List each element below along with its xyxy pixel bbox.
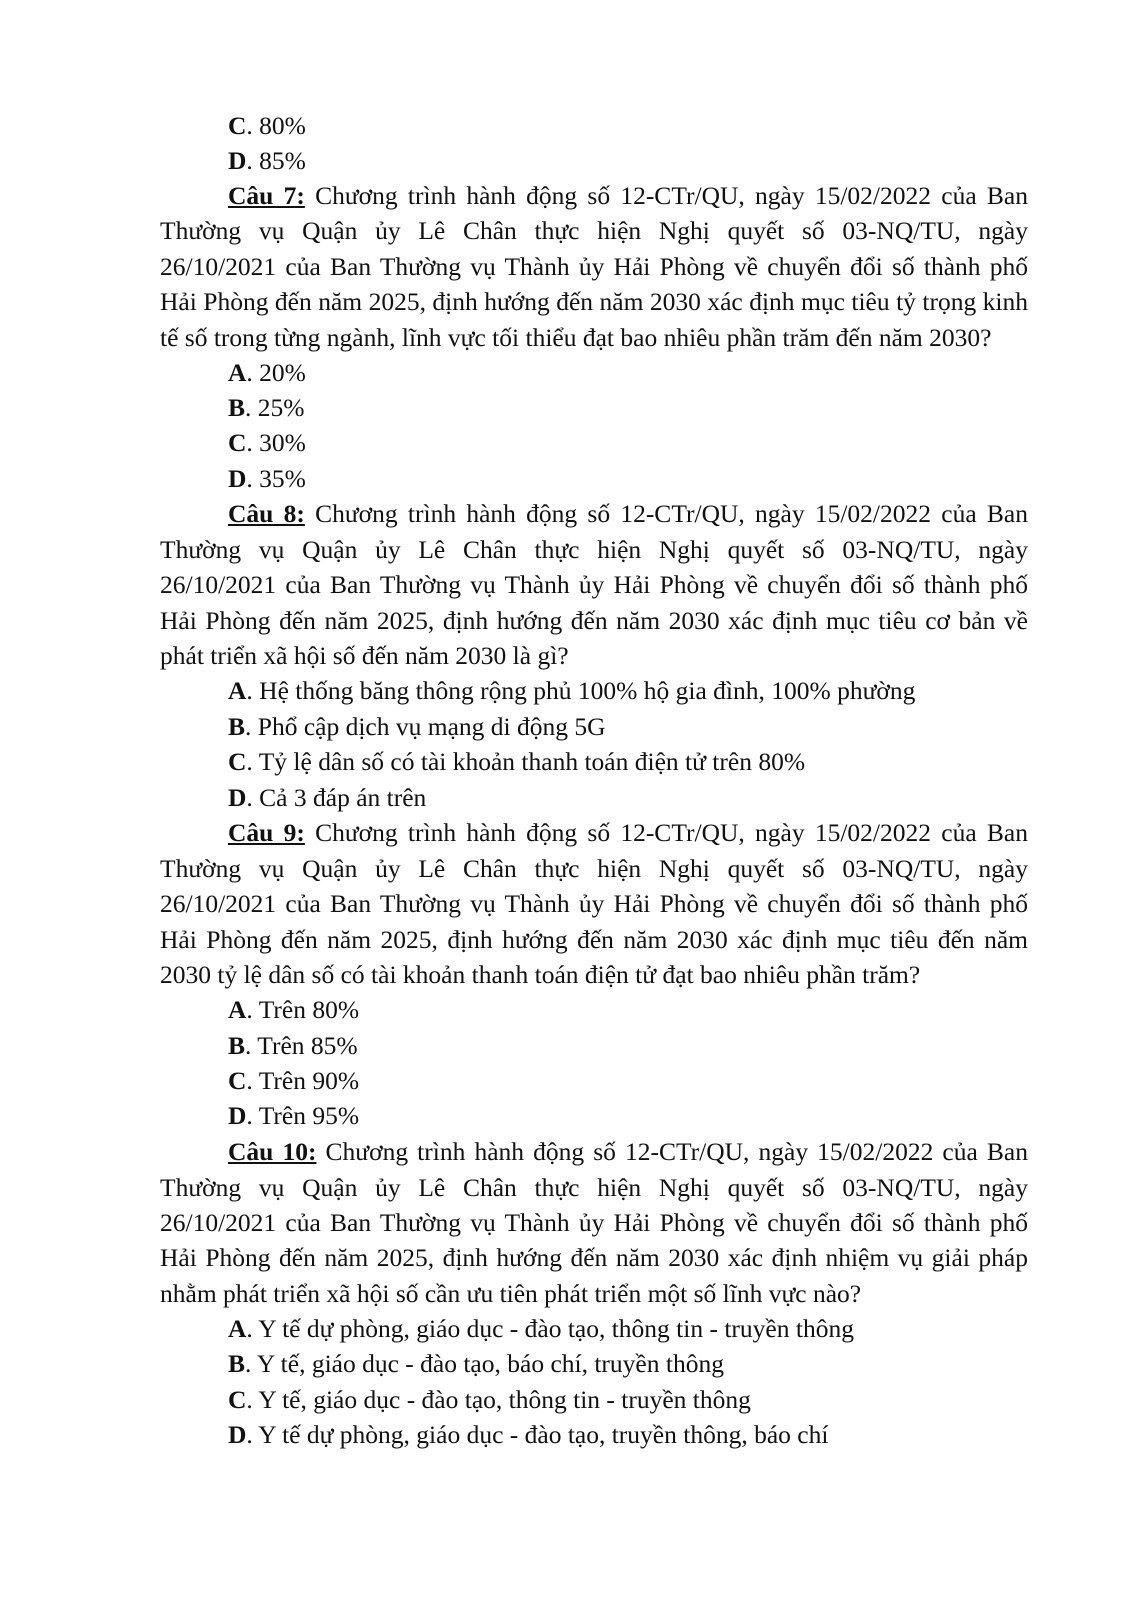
answer-option [228,393,305,423]
answer-option [228,111,306,141]
answer-option [228,1420,828,1450]
question-line: Hải Phòng đến năm 2025, định hướng đến năm 2030 xác định mục tiêu tỷ trọng kinh [160,287,1028,316]
option-letter: B [228,1349,246,1378]
question-line [228,1137,1028,1167]
answer-option [228,464,306,494]
answer-option [228,146,306,176]
option-text: . Trên 90% [246,1066,360,1095]
answer-option [228,747,805,777]
option-letter: B [228,1031,246,1060]
question-line: Thường vụ Quận ủy Lê Chân thực hiện Nghị quyết số 03-NQ/TU, ngày [160,535,1028,564]
question-text: Chương trình hành động số 12-CTr/QU, ngày 15/02/2022 của Ban [304,818,1028,847]
question-line: Thường vụ Quận ủy Lê Chân thực hiện Nghị quyết số 03-NQ/TU, ngày [160,854,1028,883]
option-letter: C [228,1385,247,1414]
option-text: . Y tế dự phòng, giáo dục - đào tạo, truyền thông, báo chí [246,1420,829,1449]
question-line: Hải Phòng đến năm 2025, định hướng đến năm 2030 xác định mục tiêu đến năm [160,925,1028,954]
question-line: 26/10/2021 của Ban Thường vụ Thành ủy Hải Phòng về chuyển đổi số thành phố [160,889,1028,918]
answer-option [228,1349,724,1379]
option-letter: D [228,783,247,812]
option-letter: C [228,428,247,457]
option-text: . 35% [246,464,306,493]
option-letter: D [228,1101,247,1130]
question-label: Câu 7: [228,181,305,210]
answer-option [228,428,306,458]
question-line: Thường vụ Quận ủy Lê Chân thực hiện Nghị quyết số 03-NQ/TU, ngày [160,216,1028,245]
option-text: . 85% [246,146,306,175]
option-letter: A [228,995,247,1024]
option-letter: C [228,1066,247,1095]
option-text: . Trên 85% [245,1031,358,1060]
question-line: phát triển xã hội số đến năm 2030 là gì? [160,641,569,670]
option-letter: A [228,1314,247,1343]
option-letter: C [228,747,247,776]
question-label: Câu 9: [228,818,305,847]
question-line: 26/10/2021 của Ban Thường vụ Thành ủy Hải Phòng về chuyển đổi số thành phố [160,570,1028,599]
option-text: . Trên 95% [246,1101,360,1130]
option-letter: D [228,464,247,493]
question-line: Hải Phòng đến năm 2025, định hướng đến năm 2030 xác định mục tiêu cơ bản về [160,606,1028,635]
question-line [228,181,1028,211]
answer-option [228,712,606,742]
option-text: . 80% [246,111,306,140]
question-line: 2030 tỷ lệ dân số có tài khoản thanh toán điện tử đạt bao nhiêu phần trăm? [160,960,921,989]
answer-option [228,1314,854,1344]
question-line: Thường vụ Quận ủy Lê Chân thực hiện Nghị quyết số 03-NQ/TU, ngày [160,1173,1028,1202]
question-text: Chương trình hành động số 12-CTr/QU, ngày 15/02/2022 của Ban [304,499,1028,528]
question-line: Hải Phòng đến năm 2025, định hướng đến năm 2030 xác định nhiệm vụ giải pháp [160,1243,1028,1272]
answer-option [228,1031,358,1061]
question-line: 26/10/2021 của Ban Thường vụ Thành ủy Hải Phòng về chuyển đổi số thành phố [160,1208,1028,1237]
option-text: . 30% [246,428,306,457]
answer-option [228,676,915,706]
option-letter: D [228,146,247,175]
question-text: Chương trình hành động số 12-CTr/QU, ngày 15/02/2022 của Ban [304,181,1028,210]
answer-option [228,1101,359,1131]
option-letter: A [228,358,247,387]
option-text: . Y tế, giáo dục - đào tạo, báo chí, truyền thông [245,1349,724,1378]
option-text: . Phổ cập dịch vụ mạng di động 5G [245,712,606,741]
option-text: . Tỷ lệ dân số có tài khoản thanh toán điện tử trên 80% [246,747,806,776]
answer-option [228,995,359,1025]
question-line: tế số trong từng ngành, lĩnh vực tối thiểu đạt bao nhiêu phần trăm đến năm 2030? [160,323,992,352]
option-text: . Y tế dự phòng, giáo dục - đào tạo, thông tin - truyền thông [246,1314,854,1343]
option-letter: B [228,712,246,741]
option-text: . Trên 80% [246,995,360,1024]
option-text: . 20% [246,358,306,387]
question-line: nhằm phát triển xã hội số cần ưu tiên phát triển một số lĩnh vực nào? [160,1279,862,1308]
question-label: Câu 8: [228,499,305,528]
answer-option [228,358,306,388]
option-letter: C [228,111,247,140]
option-letter: D [228,1420,247,1449]
question-line [228,818,1028,848]
answer-option [228,1385,751,1415]
question-text: Chương trình hành động số 12-CTr/QU, ngày 15/02/2022 của Ban [316,1137,1028,1166]
question-line [228,499,1028,529]
question-label: Câu 10: [228,1137,317,1166]
option-text: . Cả 3 đáp án trên [246,783,427,812]
answer-option [228,1066,359,1096]
option-text: . Y tế, giáo dục - đào tạo, thông tin - truyền thông [246,1385,751,1414]
question-line: 26/10/2021 của Ban Thường vụ Thành ủy Hải Phòng về chuyển đổi số thành phố [160,252,1028,281]
answer-option [228,783,426,813]
option-text: . 25% [245,393,305,422]
option-letter: A [228,676,247,705]
option-letter: B [228,393,246,422]
option-text: . Hệ thống băng thông rộng phủ 100% hộ gia đình, 100% phường [246,676,916,705]
